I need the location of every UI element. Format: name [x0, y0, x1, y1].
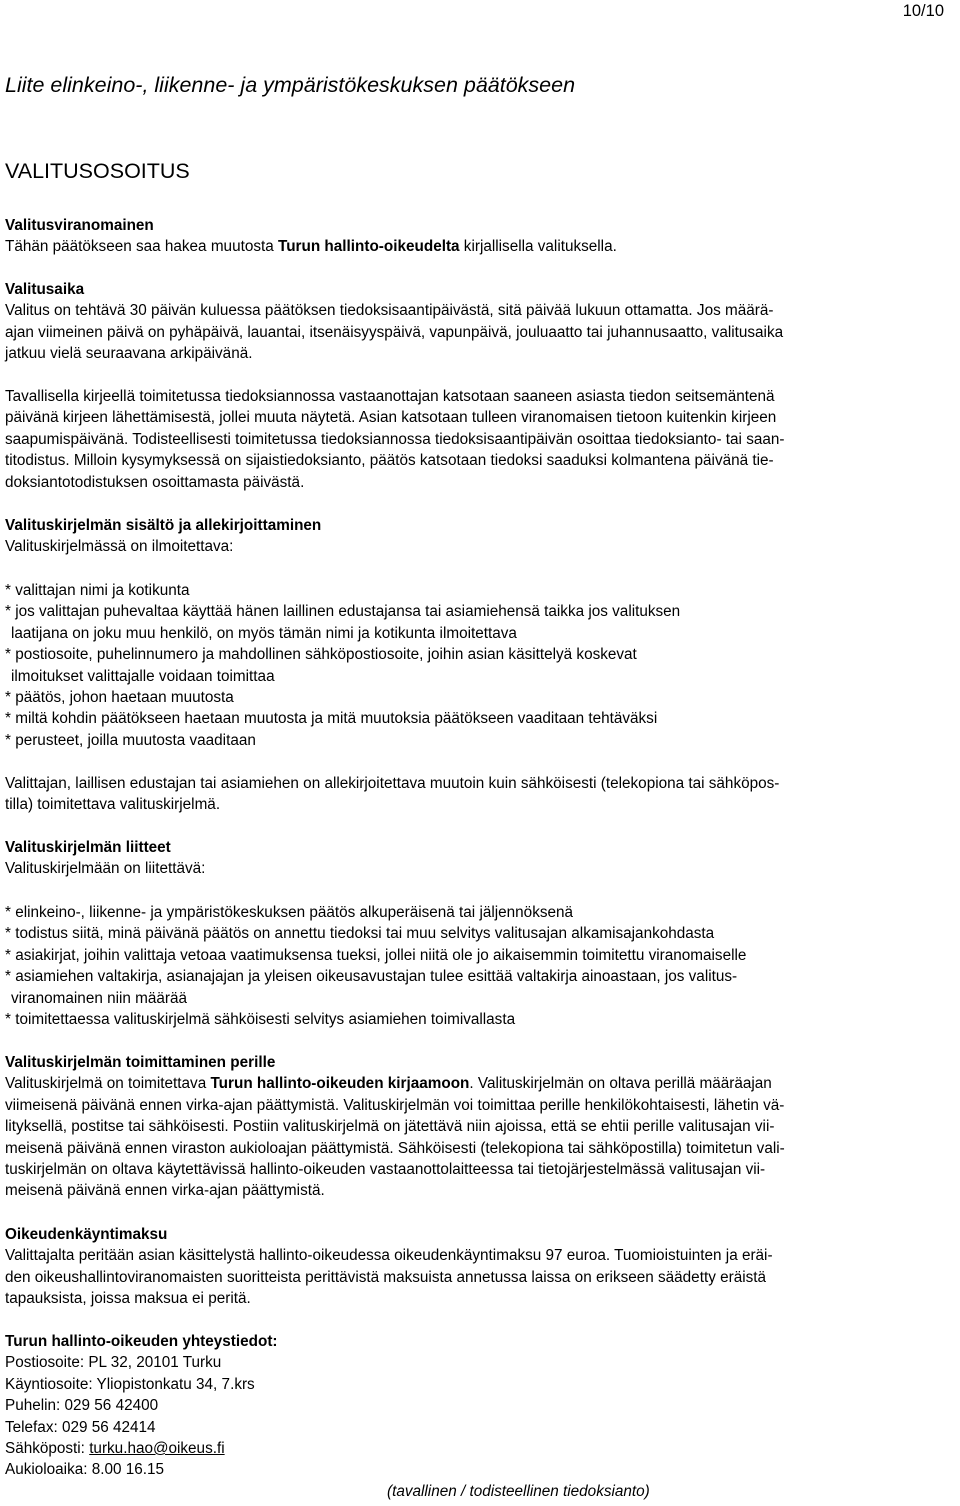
paragraph-line: doksiantotodistuksen osoittamasta päivästä.: [5, 473, 305, 491]
visiting-address: Käyntiosoite: Yliopistonkatu 34, 7.krs: [5, 1375, 255, 1393]
paragraph-line: meisenä päivänä ennen virka-ajan päättymistä.: [5, 1182, 325, 1200]
delivery-section: [5, 1052, 955, 1202]
paragraph-line: ajan viimeinen päivä on pyhäpäivä, lauantai, itsenäisyyspäivä, vapunpäivä, jouluaatto tai juhannusaatto, valitusaika: [5, 323, 784, 341]
email-link[interactable]: turku.hao@oikeus.fi: [89, 1439, 225, 1457]
list-item: ilmoitukset valittajalle voidaan toimittaa: [11, 667, 275, 685]
fax-number: Telefax: 029 56 42414: [5, 1418, 156, 1436]
section-heading: Valituskirjelmän liitteet: [5, 839, 171, 856]
paragraph-line: Tavallisella kirjeellä toimitetussa tiedoksiannossa vastaanottajan katsotaan saaneen asiasta tiedon seitsemäntenä: [5, 388, 775, 405]
attachments-section-header: [5, 837, 955, 880]
content-section-header: [5, 515, 955, 558]
paragraph-line: titodistus. Milloin kysymyksessä on sijaistiedoksianto, päätös katsotaan tiedoksi saaduksi kolmantena päivänä tie-: [5, 452, 774, 470]
appeal-period-section: [5, 279, 955, 365]
list-item: * valittajan nimi ja kotikunta: [5, 582, 190, 599]
paragraph-line: tapauksista, joissa maksua ei peritä.: [5, 1290, 251, 1308]
content-items-list: [5, 580, 955, 751]
footer-note: (tavallinen / todisteellinen tiedoksianto): [387, 1483, 650, 1500]
list-item: * asiamiehen valtakirja, asianajajan ja yleisen oikeusavustajan tulee esittää valtakirja ainoastaan, jos valitus-: [5, 968, 738, 986]
list-item: * todistus siitä, minä päivänä päätös on annettu tiedoksi tai muu selvitys valitusajan alkamisajankohdasta: [5, 925, 715, 943]
appendix-title: Liite elinkeino-, liikenne- ja ympäristökeskuksen päätökseen: [5, 73, 576, 97]
list-item: * jos valittajan puhevaltaa käyttää hänen laillinen edustajansa tai asiamiehensä taikka jos valituksen: [5, 603, 681, 621]
contact-section: [5, 1331, 955, 1481]
registry-name: Turun hallinto-oikeuden kirjaamoon: [210, 1075, 470, 1093]
signature-paragraph: [5, 773, 955, 816]
section-heading: Valituskirjelmän sisältö ja allekirjoittaminen: [5, 517, 322, 534]
phone-number: Puhelin: 029 56 42400: [5, 1397, 159, 1415]
opening-hours: Aukioloaika: 8.00 16.15: [5, 1461, 165, 1479]
paragraph-line: tilla) toimitettava valituskirjelmä.: [5, 796, 221, 814]
paragraph-line: Valitus on tehtävä 30 päivän kuluessa päätöksen tiedoksisaantipäivästä, sitä päivää lukuun ottamatta. Jos määrä-: [5, 302, 774, 320]
list-item: * asiakirjat, joihin valittaja vetoaa vaatimuksensa tueksi, jollei niitä ole jo aikaisemmin toimitettu viranomaiselle: [5, 946, 747, 964]
paragraph-line: viimeisenä päivänä ennen virka-ajan päättymistä. Valituskirjelmän voi toimittaa perille henkilökohtaisesti, lähetin vä-: [5, 1096, 785, 1114]
fee-section: [5, 1224, 955, 1310]
list-item: * postiosoite, puhelinnumero ja mahdollinen sähköpostiosoite, joihin asian käsittelyä koskevat: [5, 646, 637, 664]
paragraph-line: päivänä kirjeen lähettämisestä, jollei muuta näytetä. Asian katsotaan tulleen viranomaisen tietoon kuitenkin kirjeen: [5, 409, 777, 427]
paragraph-line: jatkuu vielä seuraavana arkipäivänä.: [5, 345, 253, 363]
list-item: viranomainen niin määrää: [11, 989, 188, 1007]
postal-address: Postiosoite: PL 32, 20101 Turku: [5, 1354, 222, 1372]
list-item: * päätös, johon haetaan muutosta: [5, 688, 234, 706]
paragraph-line: saapumispäivänä. Todisteellisesti toimitetussa tiedoksiannossa tiedoksisaantipäivän osoittaa tiedoksianto- tai saan-: [5, 430, 785, 448]
list-item: * toimitettaessa valituskirjelmä sähköisesti selvitys asiamiehen toimivallasta: [5, 1010, 516, 1028]
appeal-authority-section: [5, 215, 955, 258]
list-item: * perusteet, joilla muutosta vaaditaan: [5, 731, 256, 749]
section-heading: Oikeudenkäyntimaksu: [5, 1226, 168, 1243]
paragraph-line: Tähän päätökseen saa hakea muutosta Turun hallinto-oikeudelta kirjallisella valituksella.: [5, 238, 617, 256]
paragraph-line: Valituskirjelmä on toimitettava Turun hallinto-oikeuden kirjaamoon. Valituskirjelmän on oltava perillä määräajan: [5, 1075, 772, 1093]
section-heading: Valitusviranomainen: [5, 217, 154, 234]
paragraph-line: den oikeushallintoviranomaisten suoritteista perittävistä maksuista annetussa laissa on erikseen säädetty eräistä: [5, 1268, 767, 1286]
court-name: Turun hallinto-oikeudelta: [277, 238, 460, 256]
email-line: Sähköposti: turku.hao@oikeus.fi: [5, 1439, 225, 1457]
main-heading: VALITUSOSOITUS: [5, 159, 190, 183]
paragraph-line: lityksellä, postitse tai sähköisesti. Postiin valituskirjelmä on jätettävä niin ajoissa, että se ehtii perille valitusajan vii-: [5, 1118, 775, 1136]
paragraph-line: Valittajalta peritään asian käsittelystä hallinto-oikeudessa oikeudenkäyntimaksu 97 euroa. Tuomioistuinten ja eräi-: [5, 1247, 773, 1265]
section-heading: Valituskirjelmän toimittaminen perille: [5, 1054, 276, 1071]
section-intro: Valituskirjelmässä on ilmoitettava:: [5, 538, 234, 556]
paragraph-line: tuskirjelmän on oltava käytettävissä hallinto-oikeuden vastaanottolaitteessa tai tietojärjestelmässä valitusajan vii-: [5, 1160, 766, 1178]
list-item: * miltä kohdin päätökseen haetaan muutosta ja mitä muutoksia päätökseen vaaditaan tehtäväksi: [5, 710, 658, 728]
section-heading: Turun hallinto-oikeuden yhteystiedot:: [5, 1333, 278, 1350]
attachments-list: [5, 902, 955, 1030]
list-item: laatijana on joku muu henkilö, on myös tämän nimi ja kotikunta ilmoitettava: [11, 624, 517, 642]
section-intro: Valituskirjelmään on liitettävä:: [5, 860, 206, 878]
section-heading: Valitusaika: [5, 281, 85, 298]
list-item: * elinkeino-, liikenne- ja ympäristökeskuksen päätös alkuperäisenä tai jäljennöksenä: [5, 904, 574, 921]
page-number: 10/10: [902, 2, 944, 20]
paragraph-line: Valittajan, laillisen edustajan tai asiamiehen on allekirjoitettava muutoin kuin sähköisesti (telekopiona tai sähköpos-: [5, 775, 780, 792]
service-paragraph: [5, 386, 955, 493]
paragraph-line: meisenä päivänä ennen viraston aukioloajan päättymistä. Sähköisesti (telekopiona tai sähköpostilla) toimitetun vali-: [5, 1139, 785, 1157]
